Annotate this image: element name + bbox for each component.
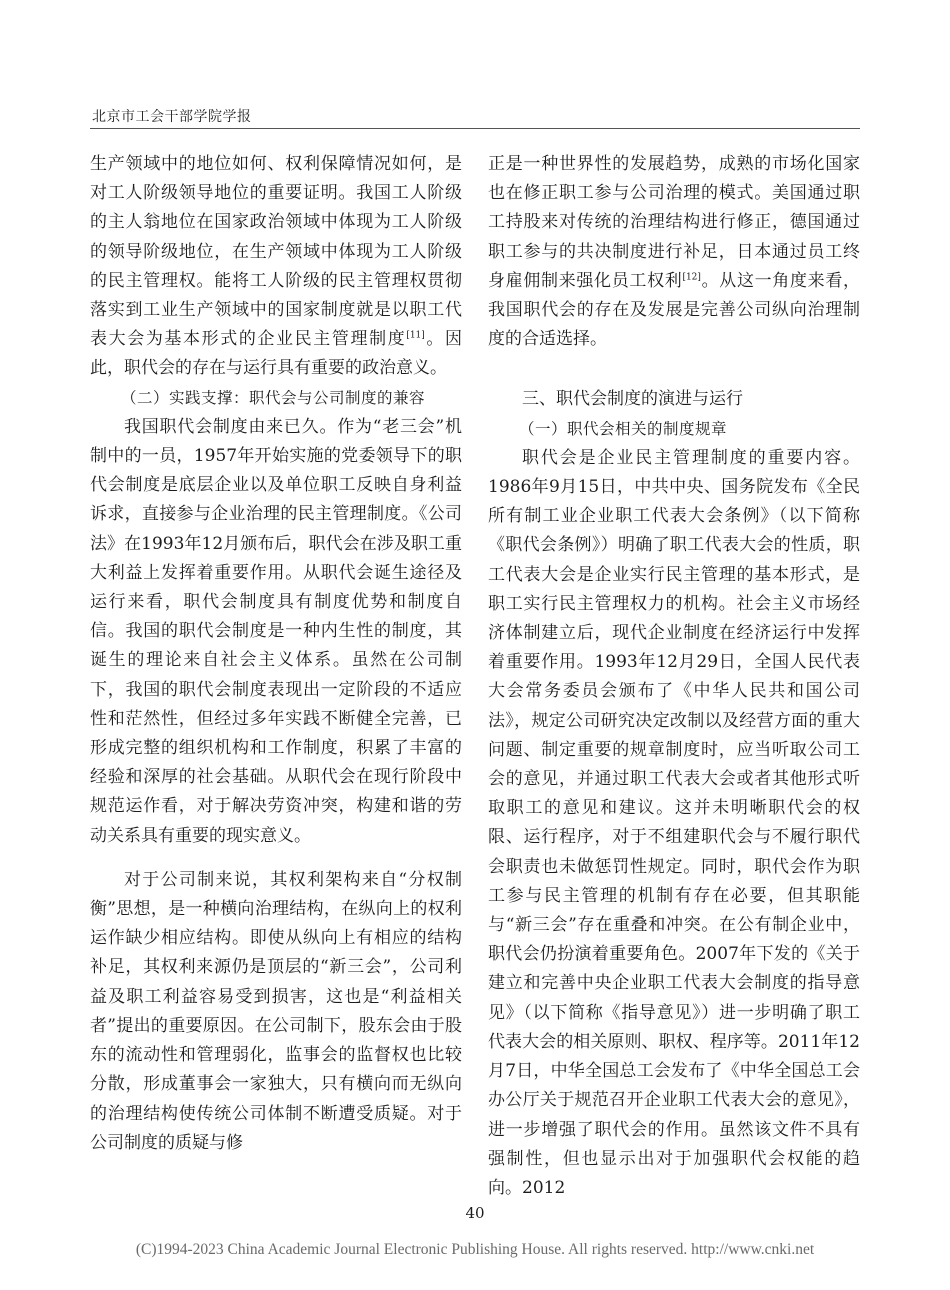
paragraph-text: 。因此，职代会的存在与运行具有重要的政治意义。 xyxy=(90,329,463,379)
paragraph xyxy=(90,150,462,384)
copyright-footer: (C)1994-2023 China Academic Journal Electronic Publishing House. All rights reserved. http://www.cnki.net xyxy=(135,1241,815,1258)
citation-ref[interactable]: [11] xyxy=(406,330,425,341)
paragraph xyxy=(488,150,860,354)
header-rule xyxy=(90,128,860,129)
page-number: 40 xyxy=(465,1204,485,1222)
journal-header: 北京市工会干部学院学报 xyxy=(92,109,252,125)
citation-ref[interactable]: [12] xyxy=(682,272,701,283)
subsection-heading: （二）实践支撑：职代会与公司制度的兼容 xyxy=(121,388,426,407)
paragraph-text: 正是一种世界性的发展趋势，成熟的市场化国家也在修正职工参与公司治理的模式。美国通过职工持股来对传统的治理结构进行修正，德国通过职工参与的共决制度进行补足，日本通过员工终身雇佣制来强化员工权利 xyxy=(488,154,860,291)
section-heading: 三、职代会制度的演进与运行 xyxy=(522,389,743,410)
paragraph-text: 生产领域中的地位如何、权利保障情况如何，是对工人阶级领导地位的重要证明。我国工人阶级的主人翁地位在国家政治领域中体现为工人阶级的领导阶级地位，在生产领域中体现为工人阶级的民主管理权。能将工人阶级的民主管理权贯彻落实到工业生产领域中的国家制度就是以职工代表大会为基本形式的企业民主管理制度 xyxy=(90,154,462,350)
paragraph: 对于公司制来说，其权利架构来自“分权制衡”思想，是一种横向治理结构，在纵向上的权利运作缺少相应结构。即使从纵向上有相应的结构补足，其权利来源仍是顶层的“新三会”，公司利益及职工利益容易受到损害，这也是“利益相关者”提出的重要原因。在公司制下，股东会由于股东的流动性和管理弱化，监事会的监督权也比较分散，形成董事会一家独大，只有横向而无纵向的治理结构使传统公司体制不断遭受质疑。对于公司制度的质疑与修 xyxy=(90,869,462,1153)
subsection-heading: （一）职代会相关的制度规章 xyxy=(519,419,728,438)
paragraph: 我国职代会制度由来已久。作为“老三会”机制中的一员，1957年开始实施的党委领导下的职代会制度是底层企业以及单位职工反映自身利益诉求，直接参与企业治理的民主管理制度。《公司法》在1993年12月颁布后，职代会在涉及职工重大利益上发挥着重要作用。从职代会诞生途径及运行来看，职代会制度具有制度优势和制度自信。我国的职代会制度是一种内生性的制度，其诞生的理论来自社会主义体系。虽然在公司制下，我国的职代会制度表现出一定阶段的不适应性和茫然性，但经过多年实践不断健全完善，已形成完整的组织机构和工作制度，积累了丰富的经验和深厚的社会基础。从职代会在现行阶段中规范运作看，对于解决劳资冲突，构建和谐的劳动关系具有重要的现实意义。 xyxy=(90,416,462,846)
right-column xyxy=(488,150,860,1203)
paragraph-text: 。从这一角度来看，我国职代会的存在及发展是完善公司纵向治理制度的合适选择。 xyxy=(488,270,861,350)
paragraph: 职代会是企业民主管理制度的重要内容。1986年9月15日，中共中央、国务院发布《全民所有制工业企业职工代表大会条例》（以下简称《职代会条例》）明确了职工代表大会的性质，职工代表大会是企业实行民主管理的基本形式，是职工实行民主管理权力的机构。社会主义市场经济体制建立后，现代企业制度在经济运行中发挥着重要作用。1993年12月29日，全国人民代表大会常务委员会颁布了《中华人民共和国公司法》，规定公司研究决定改制以及经营方面的重大问题、制定重要的规章制度时，应当听取公司工会的意见，并通过职工代表大会或者其他形式听取职工的意见和建议。这并未明晰职代会的权限、运行程序，对于不组建职代会与不履行职代会职责也未做惩罚性规定。同时，职代会作为职工参与民主管理的机制有存在必要，但其职能与“新三会”存在重叠和冲突。在公有制企业中，职代会仍扮演着重要角色。2007年下发的《关于建立和完善中央企业职工代表大会制度的指导意见》（以下简称《指导意见》）进一步明确了职工代表大会的相关原则、职权、程序等。2011年12月7日，中华全国总工会发布了《中华全国总工会办公厅关于规范召开企业职工代表大会的意见》，进一步增强了职代会的作用。虽然该文件不具有强制性，但也显示出对于加强职代会权能的趋向。2012 xyxy=(488,447,860,1198)
left-column xyxy=(90,150,462,1158)
